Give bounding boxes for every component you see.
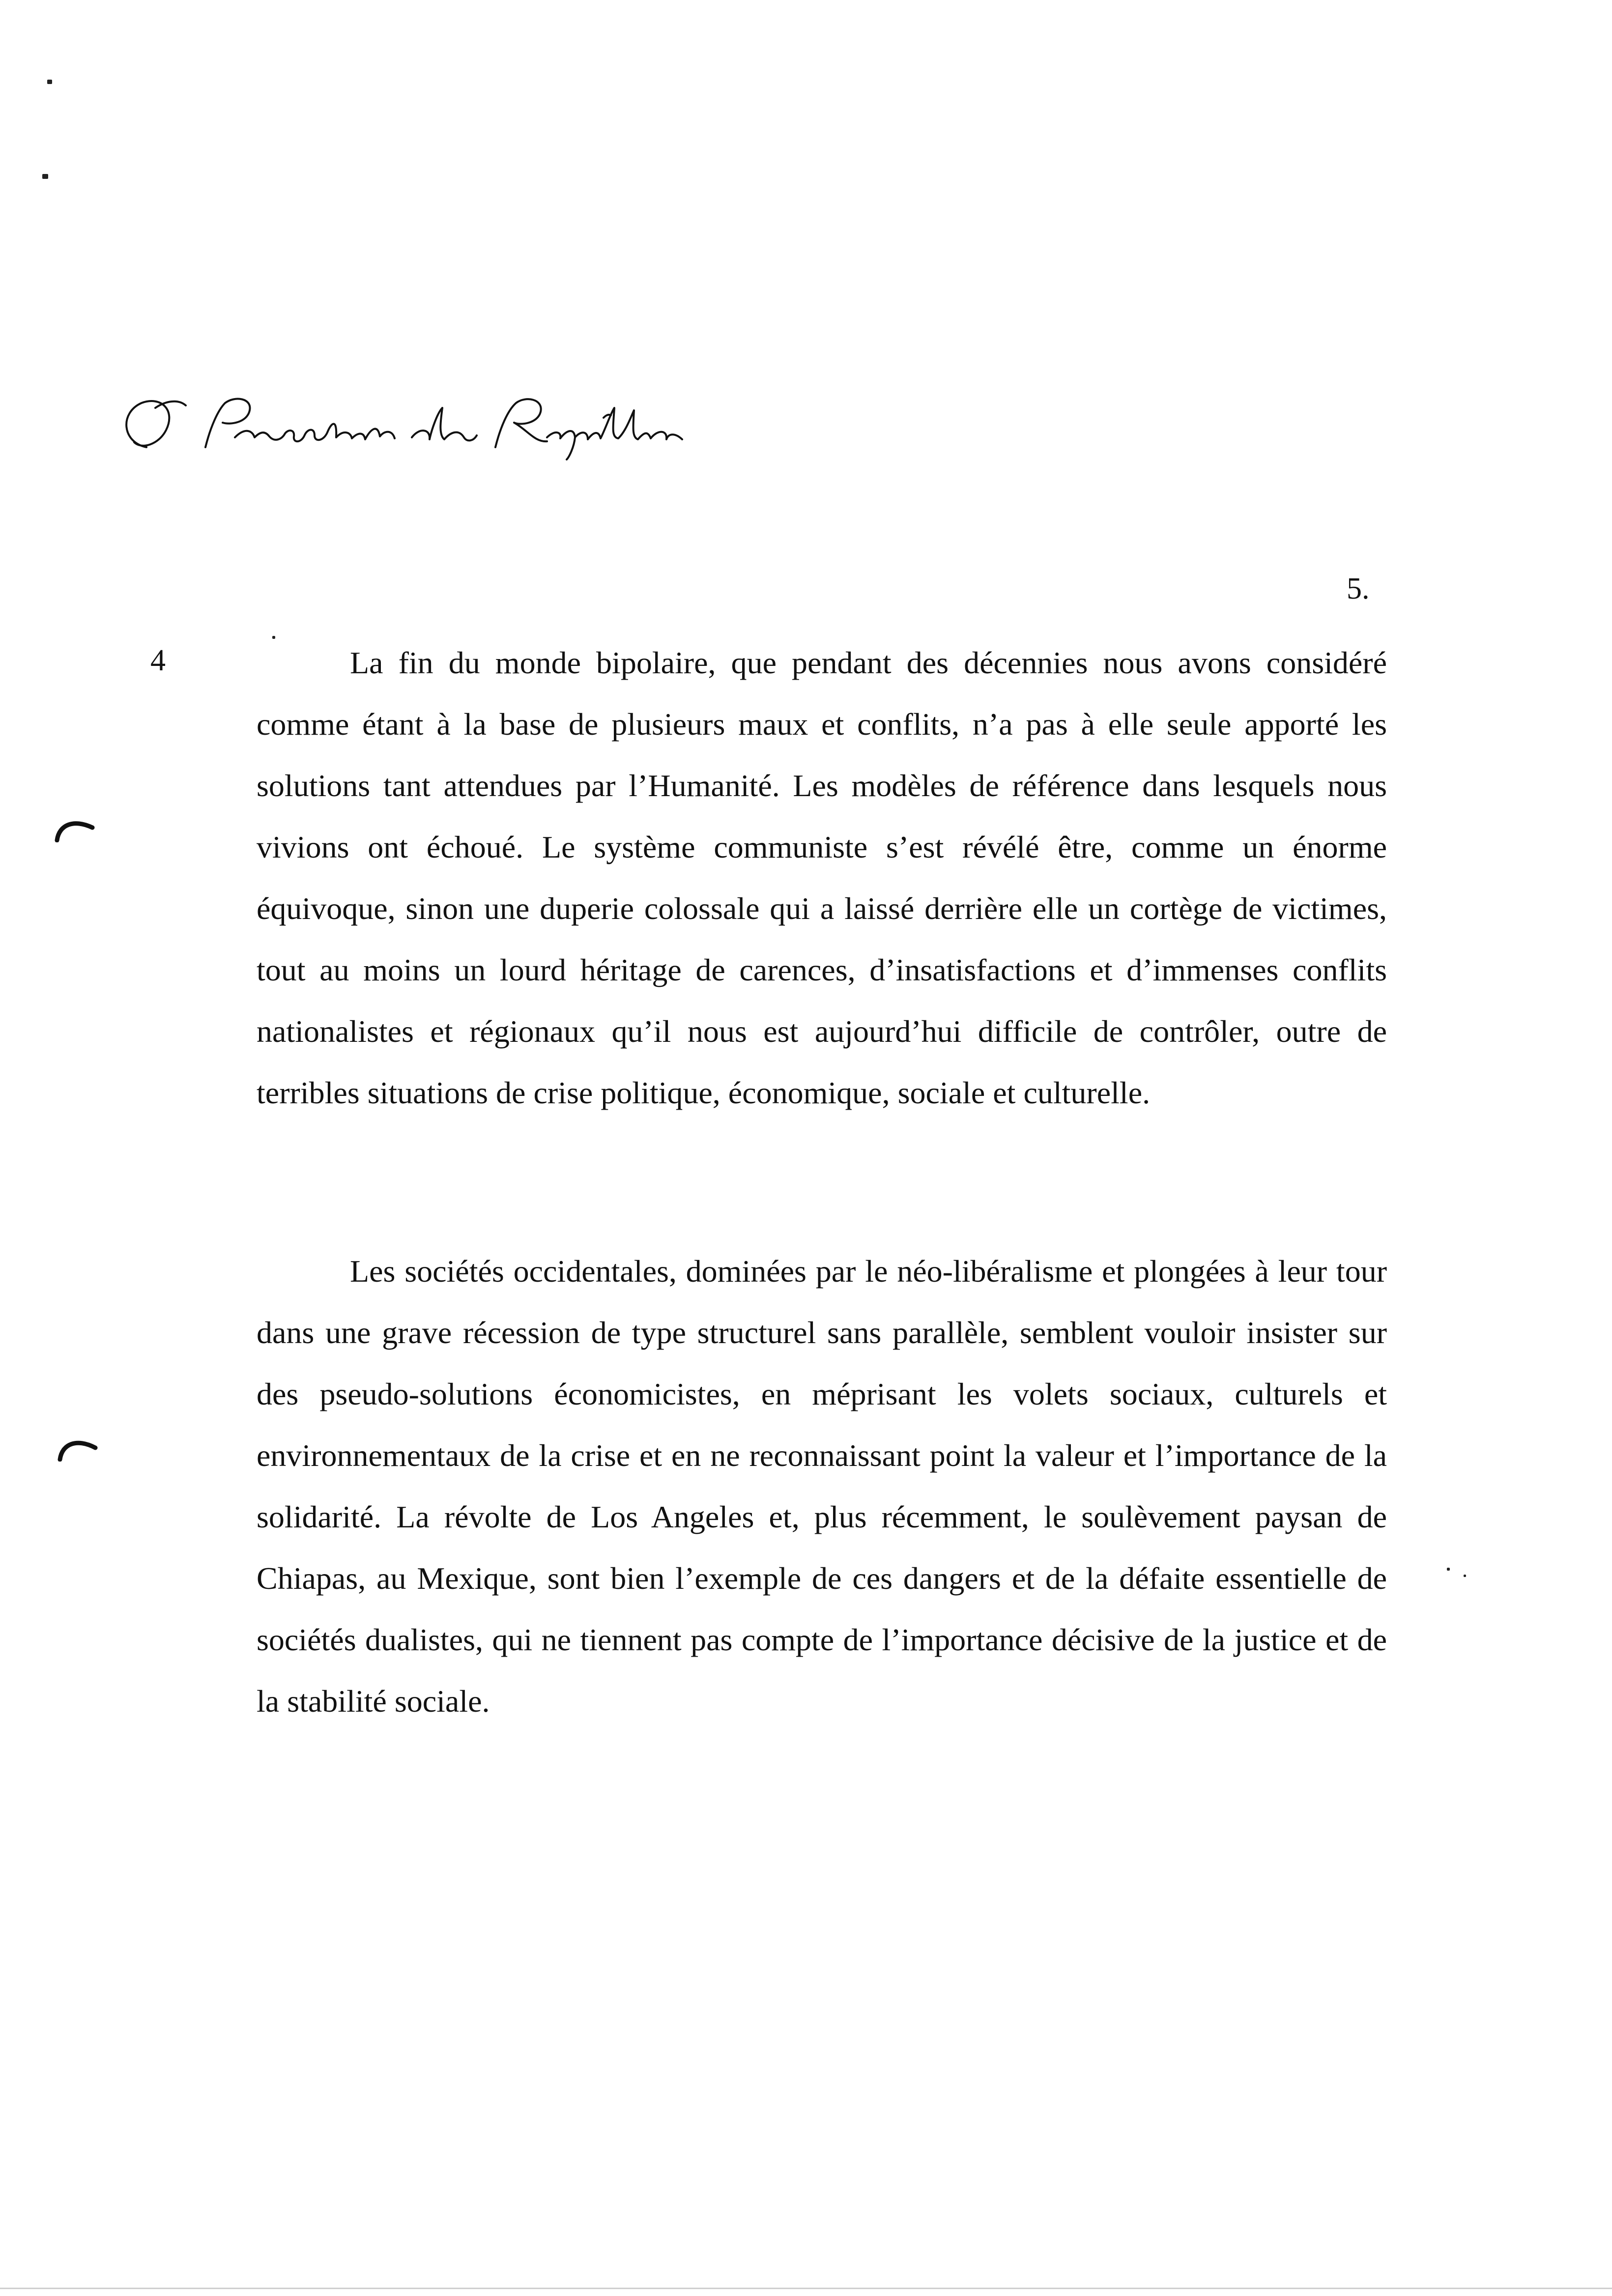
scan-edge-line [0, 2288, 1612, 2289]
letterhead-signature-logo [112, 388, 692, 462]
scan-speck [1447, 1568, 1450, 1571]
body-paragraph: Les sociétés occidentales, dominées par le néo-libéralisme et plongées à leur tour dans une grave récession de type structurel sans parallèle, semblent vouloir insister sur des pseudo-solutions économicistes, en méprisant les volets sociaux, culturels et environnementaux de la crise et en ne reconnaissant point la valeur et l’importance de la solidarité. La révolte de Los Angeles et, plus récemment, le soulèvement paysan de Chiapas, au Mexique, sont bien l’exemple de ces dangers et de la défaite essentielle de sociétés dualistes, qui ne tiennent pas compte de l’importance décisive de la justice et de la stabilité sociale. [257, 1254, 1387, 1719]
body-paragraph: La fin du monde bipolaire, que pendant des décennies nous avons considéré comme étant à la base de plusieurs maux et conflits, n’a pas à elle seule apporté les solutions tant attendues par l’Humanité. Les modèles de référence dans lesquels nous vivions ont échoué. Le système communiste s’est révélé être, comme un énorme équivoque, sinon une duperie colossale qui a laissé derrière elle un cortège de victimes, tout au moins un lourd héritage de carences, d’insatisfactions et d’immenses conflits nationalistes et régionaux qu’il nous est aujourd’hui difficile de contrôler, outre de terribles situations de crise politique, économique, sociale et culturelle. [257, 645, 1387, 1110]
scan-speck [1464, 1575, 1466, 1577]
scan-speck [42, 174, 48, 179]
punch-hole-mark [54, 816, 95, 842]
punch-hole-mark [57, 1435, 98, 1462]
margin-annotation-number: 4 [150, 644, 166, 677]
page-number: 5. [1347, 572, 1370, 605]
scan-speck [47, 80, 52, 84]
